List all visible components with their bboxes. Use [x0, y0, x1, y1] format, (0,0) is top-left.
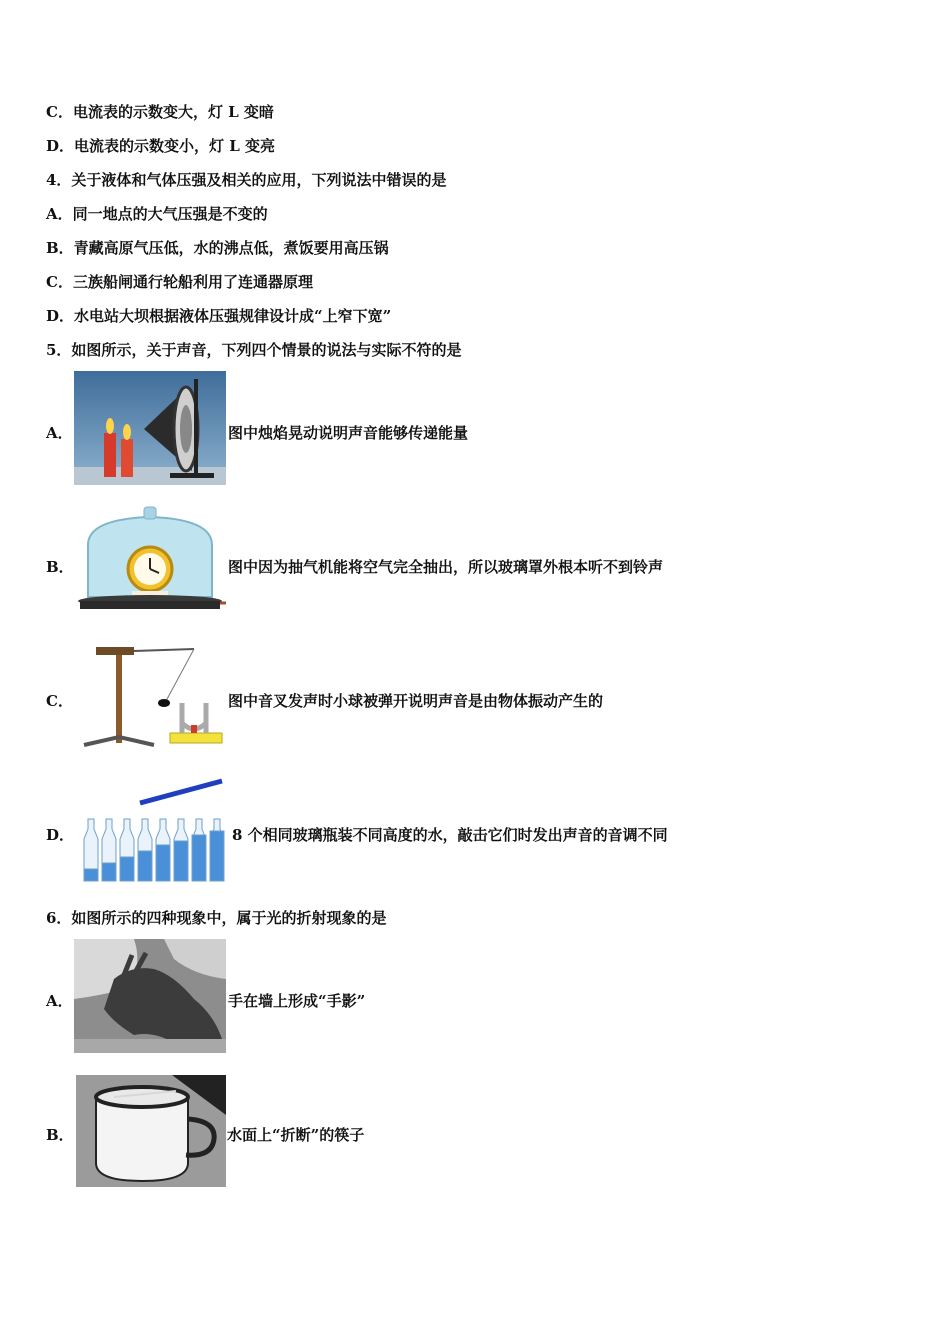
q4-option-d: D．水电站大坝根据液体压强规律设计成“上窄下宽” — [46, 307, 392, 325]
candles-speaker-image — [74, 371, 226, 485]
q4-option-b: B．青藏高原气压低，水的沸点低，煮饭要用高压锅 — [46, 239, 389, 257]
tuning-fork-pendulum-image — [74, 639, 226, 753]
q5-option-c-text: 图中音叉发声时小球被弹开说明声音是由物体振动产生的 — [228, 692, 604, 710]
q5-option-c-label: C． — [46, 692, 73, 710]
bell-jar-alarm-clock-image — [74, 505, 226, 619]
q6-option-a-label: A． — [46, 992, 73, 1010]
q6-option-b-text: 水面上“折断”的筷子 — [227, 1126, 365, 1144]
q5-option-b-label: B． — [46, 558, 74, 576]
q5-option-a-text: 图中烛焰晃动说明声音能够传递能量 — [228, 424, 469, 442]
q5-stem: 5．如图所示，关于声音，下列四个情景的说法与实际不符的是 — [46, 341, 462, 359]
q5-option-d-label: D． — [46, 826, 75, 844]
hand-shadow-image — [74, 939, 226, 1053]
q5-option-d-text: 8 个相同玻璃瓶装不同高度的水，敲击它们时发出声音的音调不同 — [232, 826, 668, 844]
q4-option-a: A．同一地点的大气压强是不变的 — [46, 205, 268, 223]
q5-option-a-label: A． — [46, 424, 73, 442]
cup-chopsticks-image — [76, 1075, 226, 1187]
glass-bottles-image — [74, 773, 226, 887]
q3-option-d: D．电流表的示数变小，灯 L 变亮 — [46, 137, 276, 155]
q4-option-c: C．三族船闸通行轮船利用了连通器原理 — [46, 273, 313, 291]
q3-option-c: C．电流表的示数变大，灯 L 变暗 — [46, 103, 274, 121]
q5-option-b-text: 图中因为抽气机能将空气完全抽出，所以玻璃罩外根本听不到铃声 — [228, 558, 664, 576]
q6-stem: 6．如图所示的四种现象中，属于光的折射现象的是 — [46, 909, 387, 927]
q6-option-b-label: B． — [46, 1126, 74, 1144]
q4-stem: 4．关于液体和气体压强及相关的应用，下列说法中错误的是 — [46, 171, 447, 189]
q6-option-a-text: 手在墙上形成“手影” — [228, 992, 366, 1010]
